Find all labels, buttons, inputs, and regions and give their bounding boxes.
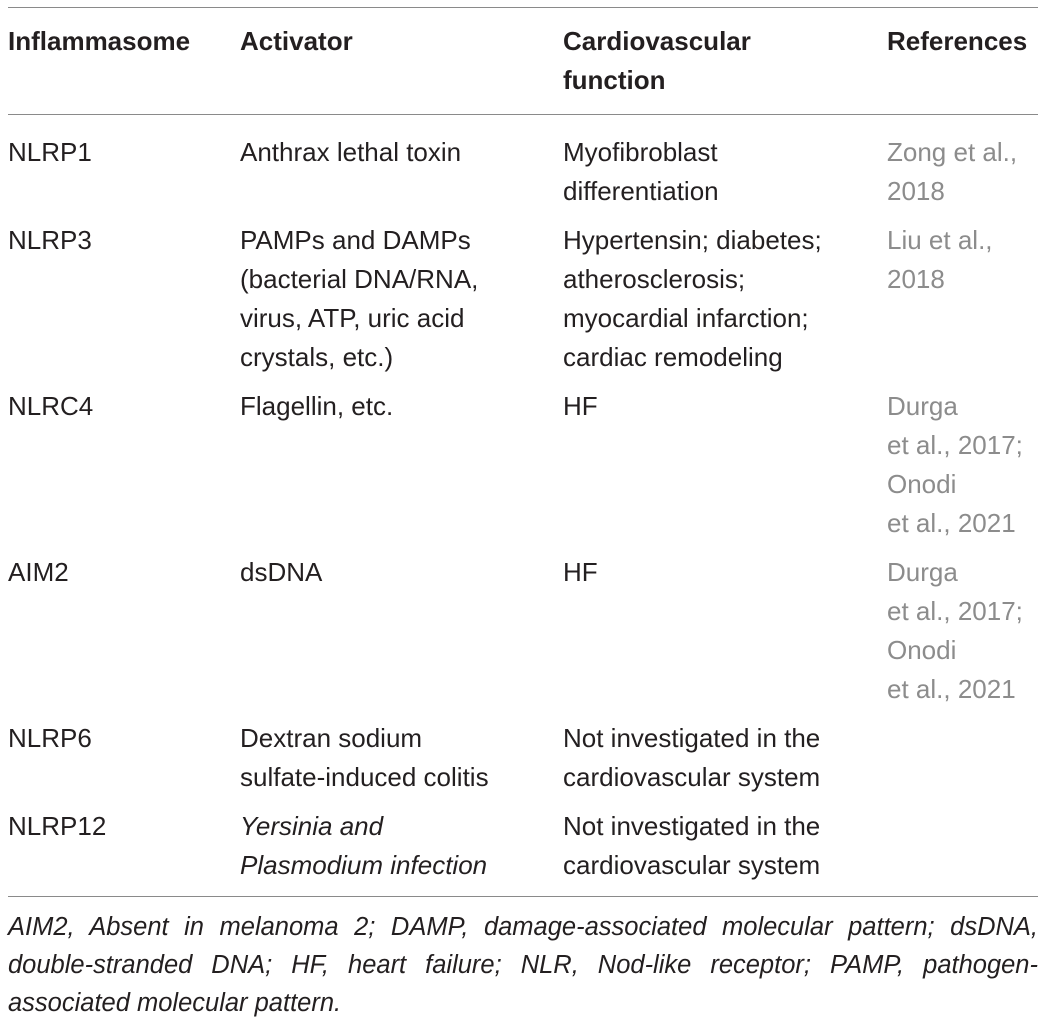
cell-activator: dsDNA — [240, 557, 323, 587]
cell-activator: Anthrax lethal toxin — [240, 137, 462, 167]
cell-reference-link[interactable]: Liu et al., 2018 — [887, 225, 993, 294]
table-row — [0, 133, 1050, 221]
table-bottom-rule — [8, 896, 1038, 897]
table-row — [0, 553, 1050, 719]
cell-reference-link[interactable]: Durga et al., 2017; Onodi et al., 2021 — [887, 391, 1023, 538]
cell-inflammasome: NLRC4 — [8, 391, 94, 421]
cell-reference-link[interactable]: Durga et al., 2017; Onodi et al., 2021 — [887, 557, 1023, 704]
cell-activator: Yersinia and Plasmodium infection — [240, 811, 488, 880]
cell-function: HF — [563, 557, 598, 587]
cell-function: HF — [563, 391, 598, 421]
cell-function: Not investigated in the cardiovascular system — [563, 723, 821, 792]
table-header-rule — [8, 114, 1038, 115]
cell-activator: Flagellin, etc. — [240, 391, 394, 421]
table-row — [0, 221, 1050, 387]
cell-reference-link[interactable]: Zong et al., 2018 — [887, 137, 1018, 206]
table-top-rule — [8, 7, 1038, 8]
table-row — [0, 387, 1050, 553]
table-row — [0, 719, 1050, 807]
cell-activator: Dextran sodium sulfate-induced colitis — [240, 723, 489, 792]
cell-inflammasome: NLRP6 — [8, 723, 92, 753]
cell-function: Myofibroblast differentiation — [563, 137, 719, 206]
table-body — [0, 133, 1050, 895]
table-footnote: AIM2, Absent in melanoma 2; DAMP, damage-associated molecular pattern; dsDNA, double-stranded DNA; HF, heart failure; NLR, Nod-like receptor; PAMP, pathogen-associated molecular pattern. — [8, 913, 1038, 1017]
cell-inflammasome: NLRP3 — [8, 225, 92, 255]
cell-inflammasome: NLRP1 — [8, 137, 92, 167]
cell-function: Not investigated in the cardiovascular system — [563, 811, 821, 880]
header-cardiovascular-function: Cardiovascular function — [563, 26, 751, 95]
cell-inflammasome: AIM2 — [8, 557, 69, 587]
header-activator: Activator — [240, 26, 353, 56]
cell-inflammasome: NLRP12 — [8, 811, 107, 841]
cell-function: Hypertensin; diabetes; atherosclerosis; myocardial infarction; cardiac remodeling — [563, 225, 822, 372]
header-inflammasome: Inflammasome — [8, 26, 191, 56]
header-references: References — [887, 26, 1028, 56]
table-row — [0, 807, 1050, 895]
cell-activator: PAMPs and DAMPs (bacterial DNA/RNA, virus, ATP, uric acid crystals, etc.) — [240, 225, 479, 372]
